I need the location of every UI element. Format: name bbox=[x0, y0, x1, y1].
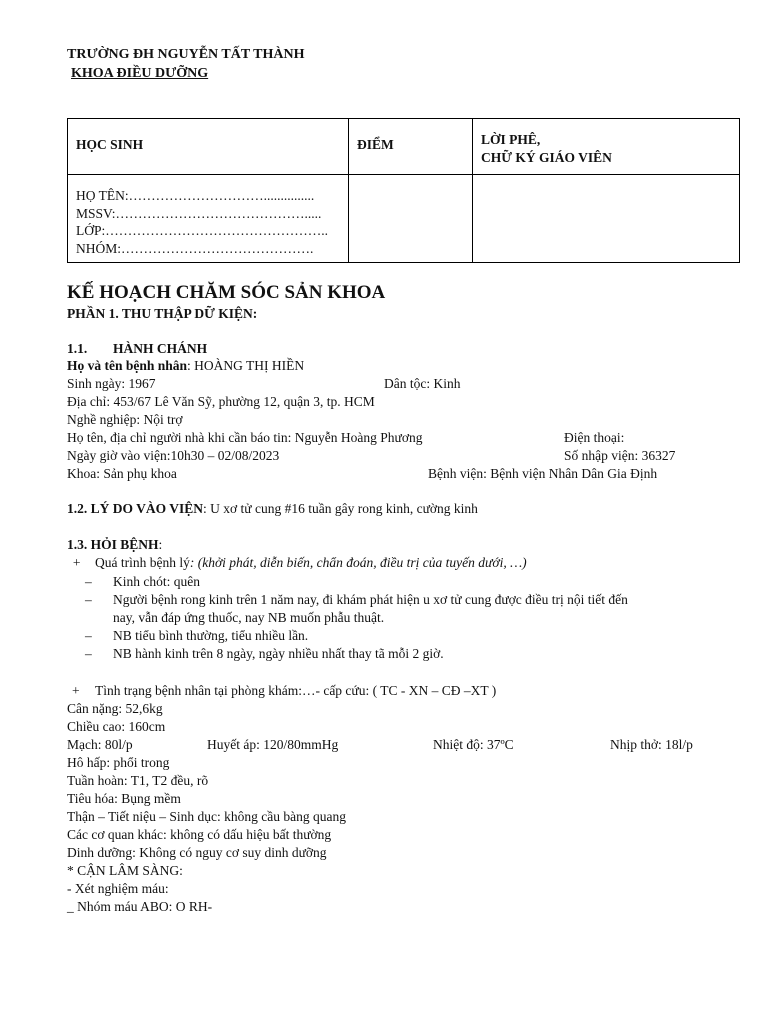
comment-column-header bbox=[473, 119, 740, 175]
part1-heading: PHẦN 1. THU THẬP DỮ KIỆN: bbox=[67, 306, 258, 321]
process-line bbox=[95, 555, 527, 571]
list-dash: – bbox=[85, 592, 92, 607]
faculty-name: KHOA ĐIỀU DƯỠNG bbox=[71, 66, 209, 81]
list-dash: – bbox=[85, 628, 92, 643]
score-column-header: ĐIỂM bbox=[349, 119, 473, 175]
list-item-text: Người bệnh rong kinh trên 1 năm nay, đi khám phát hiện u xơ tử cung được điều trị nội tiết đến bbox=[113, 592, 628, 607]
department-text: Khoa: Sản phụ khoa bbox=[67, 466, 177, 481]
respiration-text: Nhịp thở: 18l/p bbox=[610, 737, 693, 752]
reason-line bbox=[67, 501, 478, 517]
blood-pressure-text: Huyết áp: 120/80mmHg bbox=[207, 737, 339, 752]
dob-text: Sinh ngày: 1967 bbox=[67, 376, 156, 391]
ethnicity-text: Dân tộc: Kinh bbox=[384, 376, 461, 391]
status-line: Dinh dưỡng: Không có nguy cơ suy dinh dưỡng bbox=[67, 845, 327, 860]
comment-header-line2: CHỮ KÝ GIÁO VIÊN bbox=[481, 149, 612, 165]
address-text: Địa chỉ: 453/67 Lê Văn Sỹ, phường 12, quận 3, tp. HCM bbox=[67, 394, 375, 409]
occupation-text: Nghề nghiệp: Nội trợ bbox=[67, 412, 183, 427]
list-item-text: NB hành kinh trên 8 ngày, ngày nhiều nhất thay tã mỗi 2 giờ. bbox=[113, 646, 444, 661]
reason-text: : U xơ tử cung #16 tuần gây rong kinh, cường kinh bbox=[203, 501, 478, 516]
hospital-text: Bệnh viện: Bệnh viện Nhân Dân Gia Định bbox=[428, 466, 658, 481]
status-line: Hô hấp: phổi trong bbox=[67, 755, 170, 770]
weight-text: Cân nặng: 52,6kg bbox=[67, 701, 163, 716]
student-id-field[interactable]: MSSV:……………………………………..... bbox=[76, 205, 322, 221]
patient-name-value: : HOÀNG THỊ HIỀN bbox=[187, 358, 305, 373]
height-text: Chiều cao: 160cm bbox=[67, 719, 166, 734]
status-line: - Xét nghiệm máu: bbox=[67, 881, 169, 896]
document-title: KẾ HOẠCH CHĂM SÓC SẢN KHOA bbox=[67, 282, 386, 303]
list-dash: – bbox=[85, 574, 92, 589]
temperature-text: Nhiệt độ: 37ºC bbox=[433, 737, 514, 752]
patient-name-label: Họ và tên bệnh nhân bbox=[67, 358, 188, 373]
status-line: _ Nhóm máu ABO: O RH- bbox=[67, 899, 213, 914]
comment-header-line1: LỜI PHÊ, bbox=[481, 132, 541, 147]
class-field[interactable]: LỚP:………………………………………….. bbox=[76, 223, 329, 238]
phone-text: Điện thoại: bbox=[564, 430, 625, 445]
process-label: Quá trình bệnh lý bbox=[95, 555, 190, 570]
grading-table-header-row bbox=[68, 119, 740, 175]
status-line: Các cơ quan khác: không có dấu hiệu bất thường bbox=[67, 827, 332, 842]
student-column-header: HỌC SINH bbox=[68, 119, 349, 175]
full-name-field[interactable]: HỌ TÊN:…………………………............... bbox=[76, 188, 315, 203]
pulse-text: Mạch: 80l/p bbox=[67, 737, 133, 752]
admin-heading: HÀNH CHÁNH bbox=[113, 341, 208, 356]
contact-text: Họ tên, địa chỉ người nhà khi cần báo tin: Nguyễn Hoàng Phương bbox=[67, 430, 423, 445]
list-item-text: Kinh chót: quên bbox=[113, 574, 200, 589]
patient-name-line bbox=[67, 358, 304, 374]
history-heading-line bbox=[67, 537, 162, 553]
grading-table-body-row bbox=[68, 175, 740, 263]
list-item-text: NB tiểu bình thường, tiểu nhiều lần. bbox=[113, 628, 309, 643]
status-line: Tuần hoàn: T1, T2 đều, rõ bbox=[67, 773, 209, 788]
grading-table bbox=[67, 118, 740, 263]
reason-heading: 1.2. LÝ DO VÀO VIỆN bbox=[67, 501, 204, 516]
admit-time-text: Ngày giờ vào viện:10h30 – 02/08/2023 bbox=[67, 448, 280, 463]
process-hint: : (khởi phát, diễn biến, chẩn đoán, điều trị của tuyến dưới, …) bbox=[189, 555, 527, 570]
history-heading: 1.3. HỎI BỆNH bbox=[67, 537, 159, 552]
list-item-text-continued: nay, vẫn đáp ứng thuốc, nay NB muốn phẫu thuật. bbox=[113, 610, 385, 625]
list-dash: – bbox=[85, 646, 92, 661]
status-heading: Tình trạng bệnh nhân tại phòng khám:…- cấp cứu: ( TC - XN – CĐ –XT ) bbox=[95, 683, 497, 698]
comment-cell[interactable] bbox=[473, 175, 740, 263]
status-plus: + bbox=[72, 683, 80, 698]
status-line: Tiêu hóa: Bụng mềm bbox=[67, 791, 181, 806]
admit-number-text: Số nhập viện: 36327 bbox=[564, 448, 676, 463]
group-field[interactable]: NHÓM:……………………………………. bbox=[76, 240, 314, 256]
university-name: TRƯỜNG ĐH NGUYỄN TẤT THÀNH bbox=[67, 47, 305, 62]
history-heading-colon: : bbox=[158, 537, 163, 552]
score-cell[interactable] bbox=[349, 175, 473, 263]
status-line: Thận – Tiết niệu – Sinh dục: không cầu bàng quang bbox=[67, 809, 346, 824]
admin-heading-number: 1.1. bbox=[67, 341, 88, 356]
status-line: * CẬN LÂM SÀNG: bbox=[67, 863, 183, 878]
process-plus: + bbox=[72, 555, 82, 570]
student-info-cell bbox=[68, 175, 349, 263]
